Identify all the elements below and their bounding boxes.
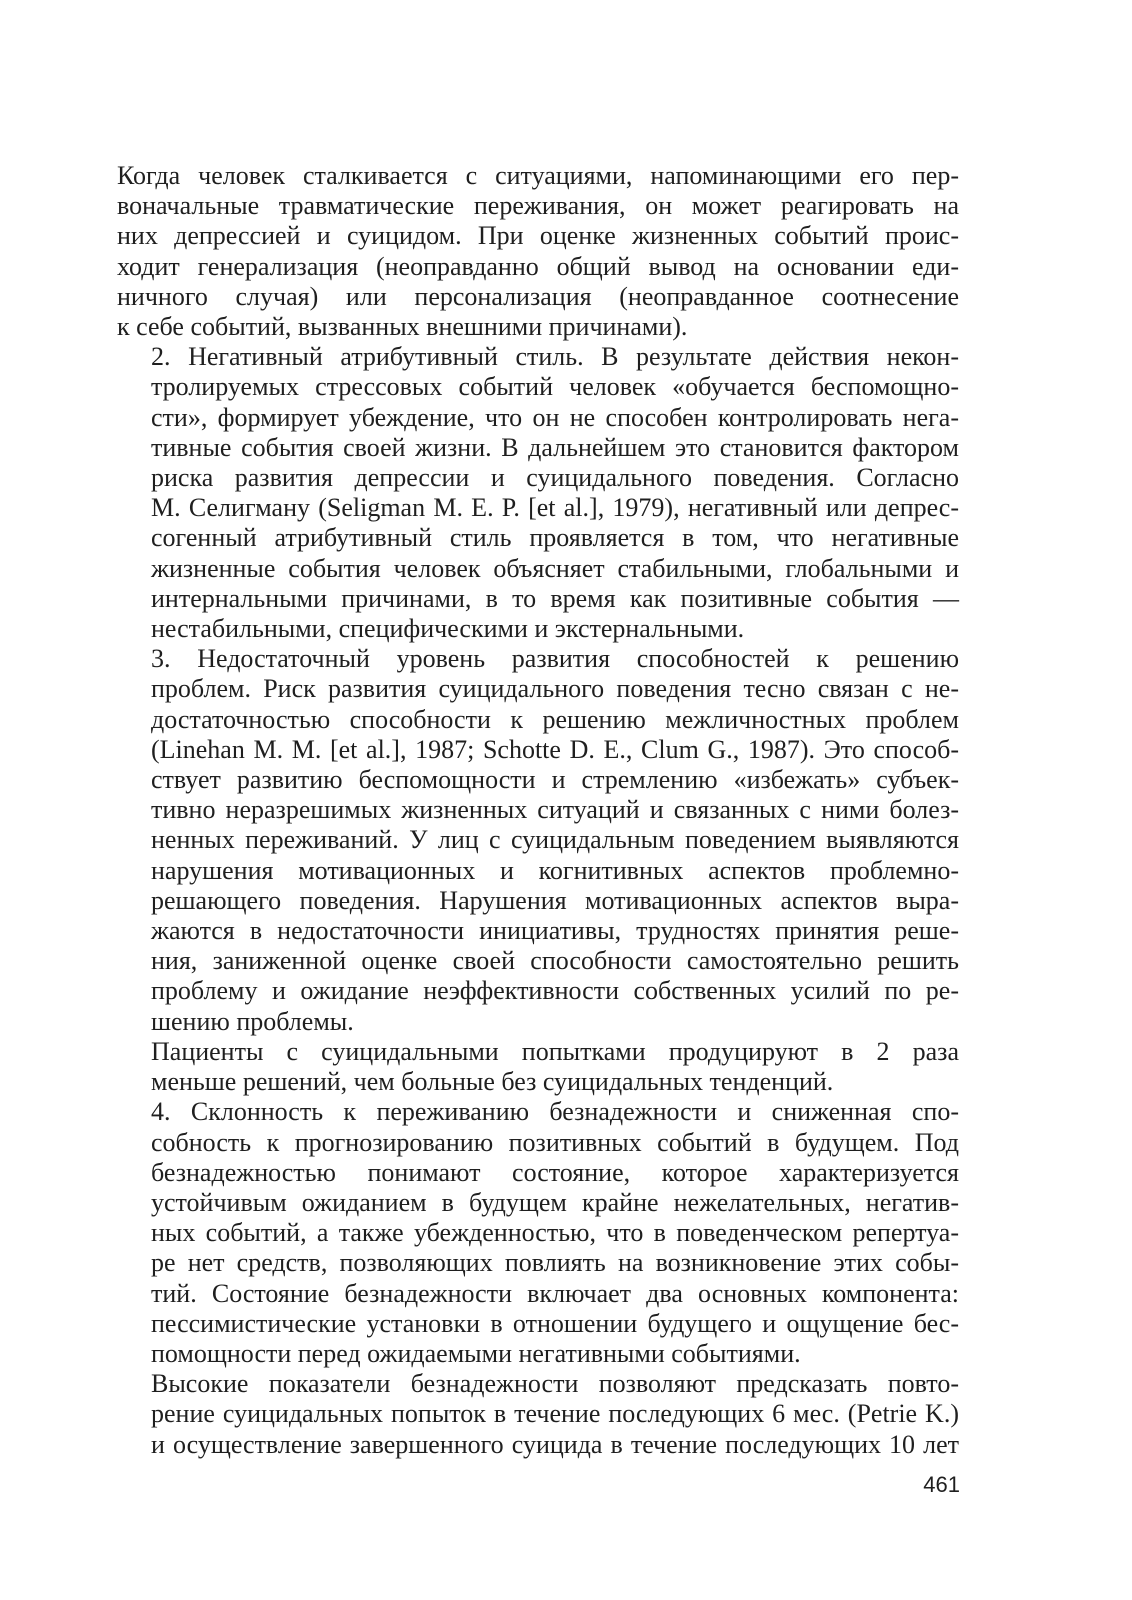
text-line: 4. Склонность к переживанию безнадежности и сниженная спо- [151, 1097, 959, 1127]
text-line: безнадежностью понимают состояние, которое характеризуется [151, 1157, 959, 1187]
text-line: пессимистические установки в отношении будущего и ощущение бес- [151, 1308, 959, 1338]
text-line: тролируемых стрессовых событий человек «обучается беспомощно- [151, 372, 959, 402]
text-line: согенный атрибутивный стиль проявляется в том, что негативные [151, 523, 959, 553]
text-line: проблем. Риск развития суицидального поведения тесно связан с не- [151, 674, 959, 704]
text-line: нестабильными, специфическими и экстернальными. [151, 614, 745, 644]
paragraph [117, 161, 959, 342]
text-line: ходит генерализация (неоправданно общий вывод на основании еди- [117, 251, 959, 281]
text-line: меньше решений, чем больные без суицидальных тенденций. [151, 1067, 834, 1097]
text-line: тивно неразрешимых жизненных ситуаций и связанных с ними болез- [151, 795, 959, 825]
text-line: устойчивым ожиданием в будущем крайне нежелательных, негатив- [151, 1187, 959, 1217]
text-line: воначальные травматические переживания, он может реагировать на [117, 191, 959, 221]
text-line: к себе событий, вызванных внешними причинами). [117, 312, 688, 342]
text-line: М. Селигману (Seligman M. E. P. [et al.], 1979), негативный или депрес- [151, 493, 959, 523]
text-line: проблему и ожидание неэффективности собственных усилий по ре- [151, 976, 959, 1006]
text-line: помощности перед ожидаемыми негативными событиями. [151, 1338, 801, 1368]
text-line: ненных переживаний. У лиц с суицидальным поведением выявляются [151, 825, 959, 855]
text-line: Пациенты с суицидальными попытками продуцируют в 2 раза [151, 1036, 959, 1066]
text-line: нарушения мотивационных и когнитивных аспектов проблемно- [151, 855, 959, 885]
paragraph [117, 1037, 959, 1097]
text-line: ния, заниженной оценке своей способности самостоятельно решить [151, 946, 959, 976]
text-line: решающего поведения. Нарушения мотивационных аспектов выра- [151, 885, 959, 915]
text-line: ствует развитию беспомощности и стремлению «избежать» субъек- [151, 765, 959, 795]
text-line: рение суицидальных попыток в течение последующих 6 мес. (Petrie K.) [151, 1399, 959, 1429]
text-line: ных событий, а также убежденностью, что в поведенческом репертуа- [151, 1218, 959, 1248]
text-line: интернальными причинами, в то время как позитивные события — [151, 583, 959, 613]
text-line: шению проблемы. [151, 1006, 354, 1036]
text-line: жизненные события человек объясняет стабильными, глобальными и [151, 553, 959, 583]
text-line: риска развития депрессии и суицидального поведения. Согласно [151, 463, 959, 493]
page-number: 461 [923, 1472, 960, 1497]
paragraph [117, 342, 959, 644]
text-line: сти», формирует убеждение, что он не способен контролировать нега- [151, 402, 959, 432]
text-line: жаются в недостаточности инициативы, трудностях принятия реше- [151, 916, 959, 946]
text-line: тивные события своей жизни. В дальнейшем это становится фактором [151, 432, 959, 462]
text-line: ничного случая) или персонализация (неоправданное соотнесение [117, 281, 959, 311]
text-line: ре нет средств, позволяющих повлиять на возникновение этих собы- [151, 1248, 959, 1278]
text-line: (Linehan M. M. [et al.], 1987; Schotte D. E., Clum G., 1987). Это способ- [151, 734, 959, 764]
text-line: и осуществление завершенного суицида в течение последующих 10 лет [151, 1429, 959, 1459]
paragraph [117, 644, 959, 1037]
text-line: Высокие показатели безнадежности позволяют предсказать повто- [151, 1369, 959, 1399]
text-line: собность к прогнозированию позитивных событий в будущем. Под [151, 1127, 959, 1157]
text-line: 2. Негативный атрибутивный стиль. В результате действия некон- [151, 342, 959, 372]
text-line: достаточностью способности к решению межличностных проблем [151, 704, 959, 734]
text-line: 3. Недостаточный уровень развития способностей к решению [151, 644, 959, 674]
paragraph [117, 1369, 959, 1460]
text-line: тий. Состояние безнадежности включает два основных компонента: [151, 1278, 959, 1308]
body-text [117, 161, 959, 1460]
text-line: Когда человек сталкивается с ситуациями, напоминающими его пер- [117, 161, 959, 190]
paragraph [117, 1097, 959, 1369]
text-line: них депрессией и суицидом. При оценке жизненных событий проис- [117, 221, 959, 251]
